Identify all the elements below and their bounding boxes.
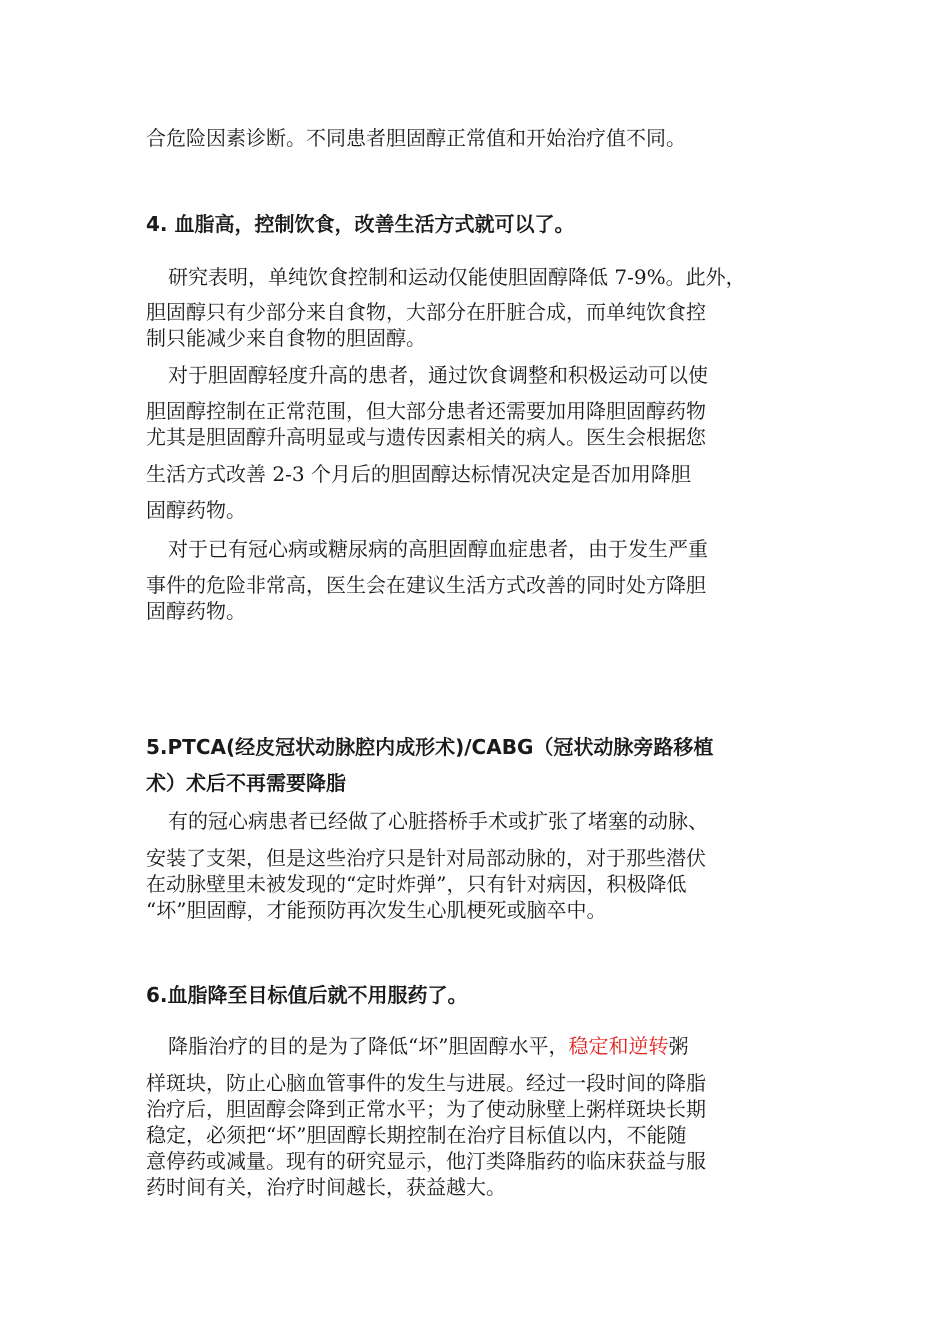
paragraph-line: 固醇药物。 (146, 498, 246, 522)
paragraph-line: 胆固醇只有少部分来自食物，大部分在肝脏合成，而单纯饮食控 (146, 300, 706, 324)
section-6-heading: 6.血脂降至目标值后就不用服药了。 (146, 983, 468, 1007)
paragraph-line: 固醇药物。 (146, 599, 246, 623)
section-5-heading-cont: 术）术后不再需要降脂 (146, 771, 346, 795)
paragraph-line: 尤其是胆固醇升高明显或与遗传因素相关的病人。医生会根据您 (146, 425, 706, 449)
highlighted-text: 稳定和逆转 (568, 1034, 669, 1058)
paragraph-line: 研究表明，单纯饮食控制和运动仅能使胆固醇降低 7-9%。此外， (168, 265, 746, 289)
paragraph-line: 样斑块，防止心脑血管事件的发生与进展。经过一段时间的降脂 (146, 1071, 706, 1095)
paragraph-line: 生活方式改善 2-3 个月后的胆固醇达标情况决定是否加用降胆 (146, 462, 691, 486)
paragraph-line: 药时间有关，治疗时间越长，获益越大。 (146, 1175, 506, 1199)
paragraph-line: 事件的危险非常高，医生会在建议生活方式改善的同时处方降胆 (146, 573, 706, 597)
paragraph-line: 对于胆固醇轻度升高的患者，通过饮食调整和积极运动可以使 (168, 363, 708, 387)
text-run: 降脂治疗的目的是为了降低“坏”胆固醇水平， (168, 1034, 569, 1058)
paragraph-line: 意停药或减量。现有的研究显示，他汀类降脂药的临床获益与服 (146, 1149, 706, 1173)
paragraph-line: 有的冠心病患者已经做了心脏搭桥手术或扩张了堵塞的动脉、 (168, 809, 708, 833)
text-run: 粥 (668, 1034, 689, 1058)
paragraph-line: 安装了支架，但是这些治疗只是针对局部动脉的，对于那些潜伏 (146, 846, 706, 870)
paragraph-line: 在动脉壁里未被发现的“定时炸弹”，只有针对病因，积极降低 (146, 872, 687, 896)
paragraph-line: 稳定，必须把“坏”胆固醇长期控制在治疗目标值以内，不能随 (146, 1123, 687, 1147)
section-5-heading: 5.PTCA(经皮冠状动脉腔内成形术)/CABG（冠状动脉旁路移植 (146, 735, 714, 759)
paragraph-line: “坏”胆固醇，才能预防再次发生心肌梗死或脑卒中。 (146, 898, 607, 922)
paragraph-line: 合危险因素诊断。不同患者胆固醇正常值和开始治疗值不同。 (146, 126, 686, 150)
section-4-heading: 4. 血脂高，控制饮食，改善生活方式就可以了。 (146, 212, 575, 236)
paragraph-line: 治疗后，胆固醇会降到正常水平；为了使动脉壁上粥样斑块长期 (146, 1097, 706, 1121)
paragraph-line (146, 1033, 688, 1059)
paragraph-line: 对于已有冠心病或糖尿病的高胆固醇血症患者，由于发生严重 (168, 537, 708, 561)
paragraph-line: 胆固醇控制在正常范围，但大部分患者还需要加用降胆固醇药物 (146, 399, 706, 423)
paragraph-line: 制只能减少来自食物的胆固醇。 (146, 326, 426, 350)
